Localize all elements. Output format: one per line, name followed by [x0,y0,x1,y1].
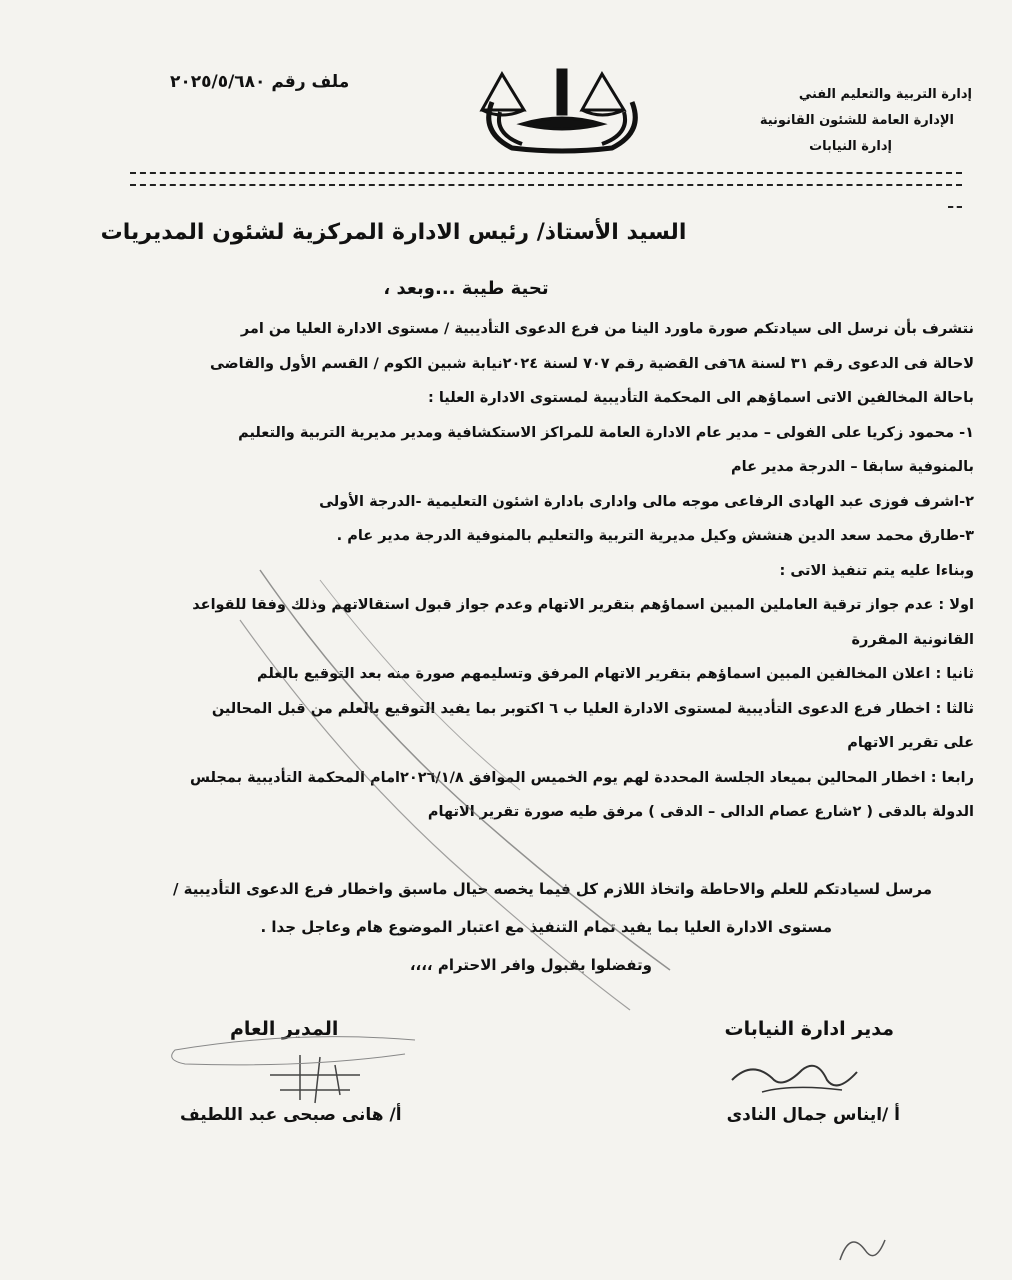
closing-line: مستوى الادارة العليا بما يفيد تمام التنفيذ مع اعتبار الموضوع هام وعاجل جدا . [260,918,832,936]
org-line-legal-affairs: الإدارة العامة للشئون القانونية [759,113,954,128]
instruction-line: رابعا : اخطار المحالين بميعاد الجلسة المحددة لهم يوم الخميس الموافق ٢٠٢٦/١/٨امام المحكمة التأديبية بمجلس [190,769,974,786]
handwritten-signature-left [260,1045,370,1105]
header-divider [130,172,962,186]
closing-paragraph [110,870,932,984]
instruction-line: القانونية المقررة [851,631,974,648]
letter-body [112,312,974,830]
scales-emblem-logo [462,62,662,154]
instruction-line: على تقرير الاتهام [847,735,974,751]
header-divider-tail [948,206,962,208]
instruction-line: ثانيا : اعلان المخالفين المبين اسماؤهم بتقرير الاتهام المرفق وتسليمهم صورة منه بعد التوقيع بالعلم [257,666,974,682]
signatory-name-left: أ/ هانى صبحى عبد اللطيف [180,1105,402,1125]
addressee-title: السيد الأستاذ/ رئيس الادارة المركزية لشئون المديريات [100,220,687,245]
greeting: تحية طيبة ...وبعد ، [383,278,549,299]
instruction-line: اولا : عدم جواز ترقية العاملين المبين اسماؤهم بتقرير الاتهام وعدم جواز قبول استقالاتهم وذلك وفقا للقواعد [192,597,974,613]
body-line: وبناءا عليه يتم تنفيذ الاتى : [779,562,974,579]
file-number: ملف رقم ٢٠٢٥/٥/٦٨٠ [170,72,350,92]
body-line: لاحالة فى الدعوى رقم ٣١ لسنة ٦٨فى القضية رقم ٧٠٧ لسنة ٢٠٢٤نيابة شبين الكوم / القسم الأول والقاضى [209,355,974,372]
closing-line: وتفضلوا بقبول وافر الاحترام ،،،، [409,956,652,974]
closing-line: مرسل لسيادتكم للعلم والاحاطة واتخاذ اللازم كل فيما يخصه حيال ماسبق واخطار فرع الدعوى التأديبية / [172,880,932,898]
org-line-ministry: إدارة التربية والتعليم الفني [798,87,972,102]
issuing-authority [672,82,972,160]
defendant-line: ١- محمود زكريا على الفولى – مدير عام الادارة العامة للمراكز الاستكشافية ومدير مديرية التربية والتعليم [238,424,974,441]
defendant-line: ٢-اشرف فوزى عبد الهادى الرفاعى موجه مالى وادارى بادارة اشئون التعليمية -الدرجة الأولى [319,493,974,510]
defendant-line: ٣-طارق محمد سعد الدين هنشش وكيل مديرية التربية والتعليم بالمنوفية الدرجة مدير عام . [336,528,974,544]
instruction-line: الدولة بالدقى ( ٢شارع عصام الدالى – الدقى ) مرفق طيه صورة تقرير الاتهام [427,804,974,820]
defendant-line: بالمنوفية سابقا – الدرجة مدير عام [731,459,974,475]
signatory-name-right: أ /ايناس جمال النادى [726,1105,900,1125]
signatory-title-right: مدير ادارة النيابات [724,1018,894,1040]
body-line: باحالة المخالفين الاتى اسماؤهم الى المحكمة التأديبية لمستوى الادارة العليا : [428,390,974,406]
org-line-prosecution: إدارة النيابات [809,139,892,154]
signatory-title-left: المدير العام [230,1018,339,1040]
body-line: نتشرف بأن نرسل الى سيادتكم صورة ماورد الينا من فرع الدعوى التأديبية / مستوى الادارة العليا من امر [240,321,974,337]
instruction-line: ثالثا : اخطار فرع الدعوى التأديبية لمستوى الادارة العليا ب ٦ اكتوبر بما يفيد التوقيع بالعلم من قبل المحالين [211,700,974,717]
page-corner-mark [830,1220,890,1270]
handwritten-signature-right [722,1050,872,1100]
